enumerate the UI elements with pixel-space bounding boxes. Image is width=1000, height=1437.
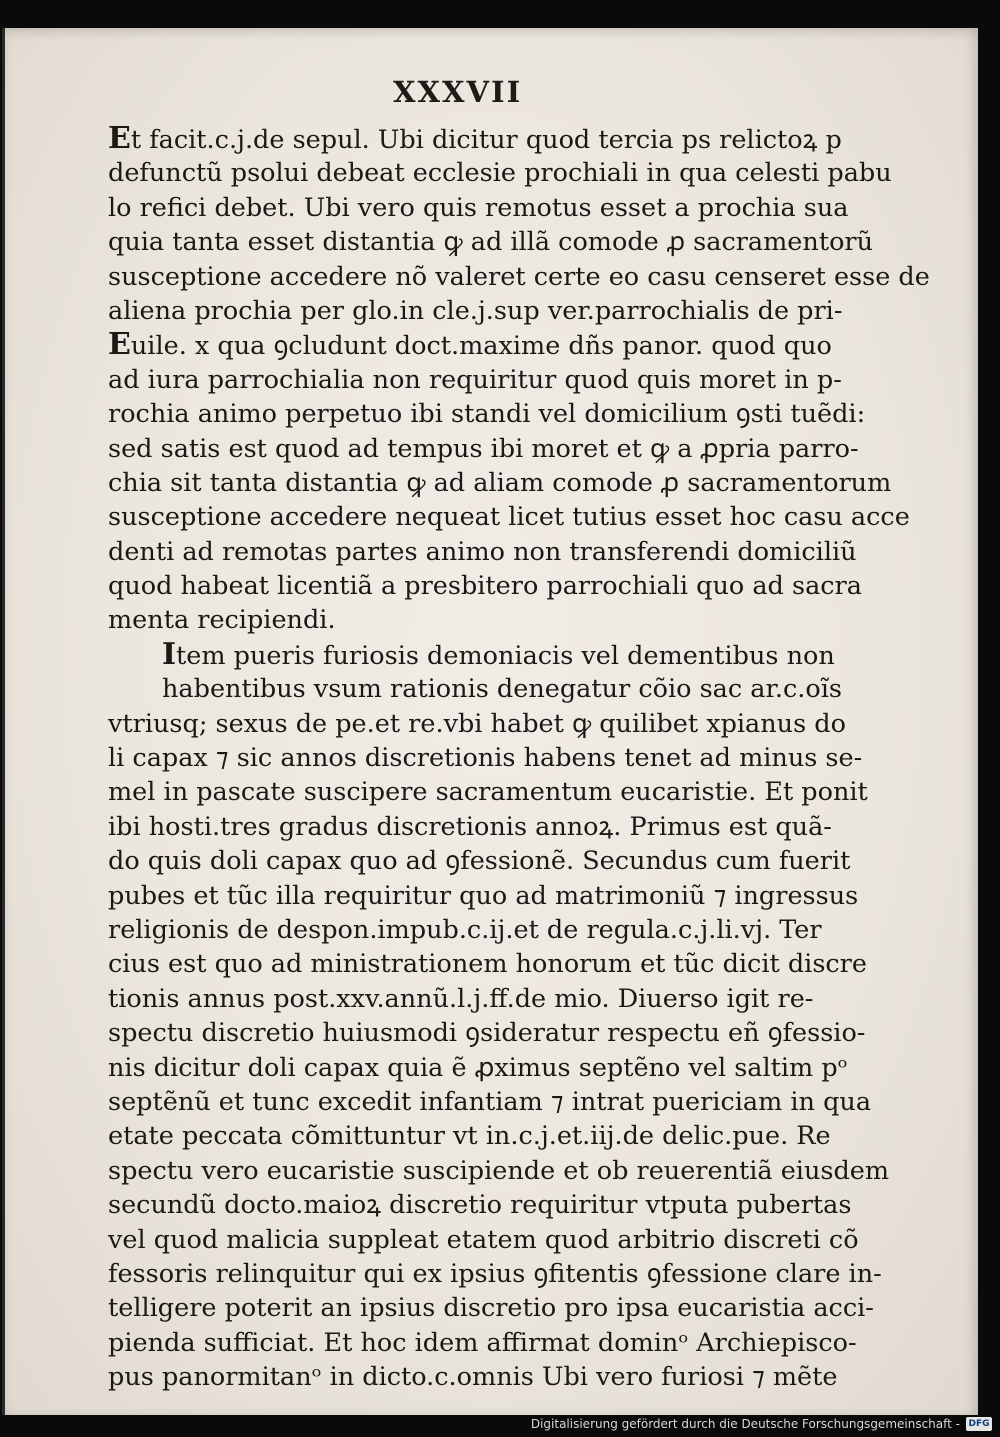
folio-number: XXXVII bbox=[393, 75, 523, 109]
text-line bbox=[108, 327, 832, 363]
line-text: ad iura parrochialia non requiritur quod quis moret in p- bbox=[108, 364, 842, 395]
line-text: lo refici debet. Ubi vero quis remotus esset a prochia sua bbox=[108, 192, 849, 223]
line-text: mel in pascate suscipere sacramentum eucaristie. Et ponit bbox=[108, 777, 868, 808]
text-line bbox=[108, 1016, 866, 1050]
text-line bbox=[108, 1257, 882, 1291]
text-line bbox=[108, 432, 859, 466]
line-text: religionis de despon.impub.c.ij.et de regula.c.j.li.vj. Ter bbox=[108, 914, 822, 945]
dfg-logo-icon: DFG bbox=[966, 1417, 992, 1431]
text-line bbox=[108, 1085, 872, 1119]
line-text: rochia animo perpetuo ibi standi vel domicilium ꝯsti tuẽdi: bbox=[108, 399, 866, 430]
line-text: secundũ docto.maioꝝ discretio requiritur vtputa pubertas bbox=[108, 1190, 852, 1221]
line-text: telligere poterit an ipsius discretio pro ipsa eucaristia acci- bbox=[108, 1293, 874, 1324]
text-line bbox=[108, 707, 846, 741]
text-line bbox=[108, 466, 892, 500]
text-line bbox=[108, 294, 843, 328]
line-text: tionis annus post.xxv.annũ.l.j.ff.de mio. Diuerso igit re- bbox=[108, 983, 814, 1014]
line-text: chia sit tanta distantia ꝙ ad aliam comode ꝓ sacramentorum bbox=[108, 467, 892, 498]
line-text: sed satis est quod ad tempus ibi moret et ꝙ a ꝓpria parro- bbox=[108, 433, 859, 464]
line-text: spectu discretio huiusmodi ꝯsideratur respectu eñ ꝯfessio- bbox=[108, 1018, 866, 1049]
line-text: quod habeat licentiã a presbitero parrochiali quo ad sacra bbox=[108, 571, 862, 602]
text-line bbox=[108, 775, 868, 809]
text-line bbox=[108, 397, 866, 431]
text-line bbox=[108, 569, 862, 603]
line-text: ibi hosti.tres gradus discretionis annoꝝ. Primus est quã- bbox=[108, 811, 832, 842]
line-text: cius est quo ad ministrationem honorum et tũc dicit discre bbox=[108, 949, 867, 980]
text-line bbox=[108, 913, 828, 947]
initial-capital: E bbox=[108, 121, 131, 156]
line-text: do quis doli capax quo ad ꝯfessionẽ. Secundus cum fuerit bbox=[108, 846, 851, 877]
text-line bbox=[108, 879, 859, 913]
text-line bbox=[108, 1154, 890, 1188]
line-text: fessoris relinquitur qui ex ipsius ꝯfitentis ꝯfessione clare in- bbox=[108, 1258, 882, 1289]
text-line bbox=[108, 260, 930, 294]
line-text: habentibus vsum rationis denegatur cõio sac ar.c.oĩs bbox=[162, 674, 842, 705]
text-line bbox=[108, 810, 832, 844]
text-line bbox=[108, 741, 863, 775]
text-line bbox=[108, 363, 842, 397]
line-text: li capax ⁊ sic annos discretionis habens tenet ad minus se- bbox=[108, 743, 863, 774]
text-line bbox=[108, 947, 867, 981]
text-line bbox=[108, 672, 842, 706]
text-line bbox=[108, 1119, 831, 1153]
line-text: vel quod malicia suppleat etatem quod arbitrio discreti cõ bbox=[108, 1224, 859, 1255]
text-line bbox=[108, 982, 828, 1016]
initial-capital: I bbox=[162, 636, 177, 672]
line-text: susceptione accedere nequeat licet tutius esset hoc casu acce bbox=[108, 502, 910, 533]
text-line bbox=[108, 225, 874, 259]
line-text: aliena prochia per glo.in cle.j.sup ver.parrochialis de pri- bbox=[108, 295, 843, 326]
text-line bbox=[108, 1223, 859, 1257]
text-line bbox=[108, 191, 849, 225]
line-text: etate peccata cõmittuntur vt in.c.j.et.iij.de delic.pue. Re bbox=[108, 1121, 831, 1152]
book-page bbox=[2, 28, 978, 1415]
line-text: defunctũ psolui debeat ecclesie prochiali in qua celesti pabu bbox=[108, 158, 892, 189]
text-line bbox=[108, 1326, 857, 1360]
line-text: septẽnũ et tunc excedit infantiam ⁊ intrat puericiam in qua bbox=[108, 1086, 872, 1117]
line-text: pienda sufficiat. Et hoc idem affirmat dominᵒ Archiepisco- bbox=[108, 1327, 857, 1358]
funding-credit: Digitalisierung gefördert durch die Deutsche Forschungsgemeinschaft - bbox=[530, 1417, 960, 1431]
text-line bbox=[108, 535, 857, 569]
text-line bbox=[108, 156, 892, 190]
text-line bbox=[108, 121, 842, 156]
text-line bbox=[108, 1291, 874, 1325]
line-text: t facit.c.j.de sepul. Ubi dicitur quod tercia ps relictoꝝ p bbox=[130, 125, 842, 155]
line-text: spectu vero eucaristie suscipiende et ob reuerentiã eiusdem bbox=[108, 1155, 890, 1186]
text-body bbox=[108, 121, 930, 1394]
text-line bbox=[108, 1188, 852, 1222]
footer bbox=[531, 1417, 992, 1431]
text-line bbox=[108, 1360, 838, 1394]
line-text: quia tanta esset distantia ꝙ ad illã comode ꝓ sacramentorũ bbox=[108, 227, 874, 258]
text-line bbox=[108, 636, 835, 672]
line-text: nis dicitur doli capax quia ẽ ꝓximus septẽno vel saltim pᵒ bbox=[108, 1052, 848, 1083]
line-text: pus panormitanᵒ in dicto.c.omnis Ubi vero furiosi ⁊ mẽte bbox=[108, 1362, 838, 1393]
text-line bbox=[108, 1051, 848, 1085]
text-line bbox=[108, 603, 828, 637]
text-line bbox=[108, 500, 910, 534]
line-text: susceptione accedere nõ valeret certe eo casu censeret esse de bbox=[108, 261, 930, 292]
line-text: uile. x qua ꝯcludunt doct.maxime dñs panor. quod quo bbox=[130, 331, 832, 362]
initial-capital: E bbox=[108, 327, 131, 363]
line-text: menta recipiendi. bbox=[108, 605, 336, 636]
line-text: tem pueris furiosis demoniacis vel dementibus non bbox=[176, 640, 835, 671]
line-text: pubes et tũc illa requiritur quo ad matrimoniũ ⁊ ingressus bbox=[108, 880, 859, 911]
line-text: vtriusq; sexus de pe.et re.vbi habet ꝙ quilibet xpianus do bbox=[108, 708, 846, 739]
line-text: denti ad remotas partes animo non transferendi domiciliũ bbox=[108, 536, 857, 567]
text-line bbox=[108, 844, 851, 878]
